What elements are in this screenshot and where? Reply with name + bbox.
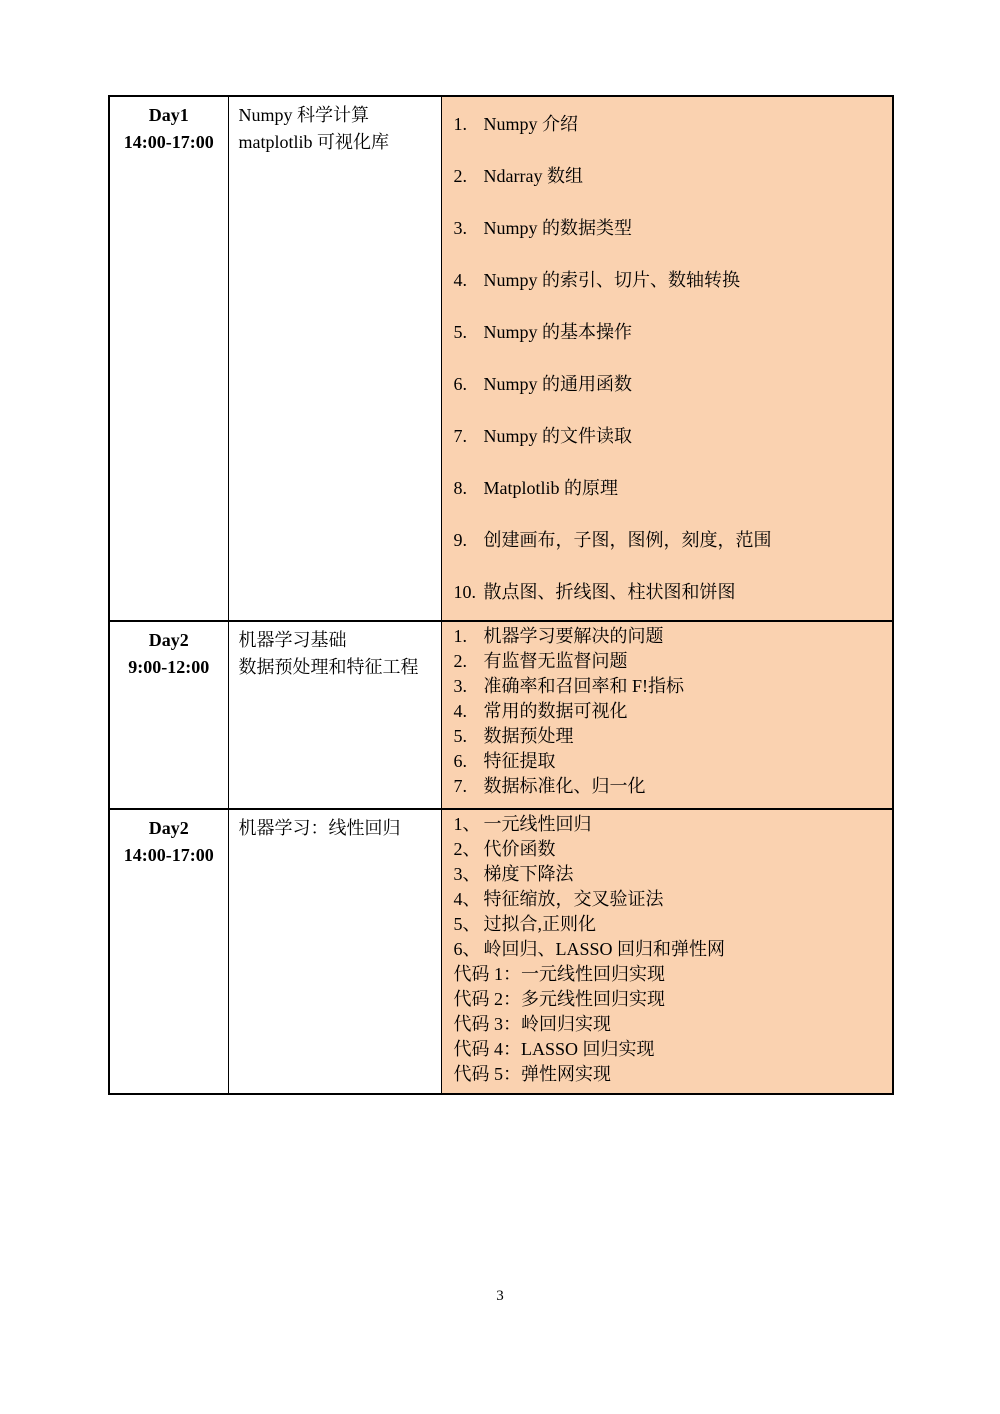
topic-line: 数据预处理和特征工程 (238, 657, 419, 677)
table-row (109, 621, 893, 809)
item-number: 2. (453, 651, 467, 671)
table-row (109, 96, 893, 621)
item-text: 准确率和召回率和 F!指标 (483, 676, 685, 696)
item-number: 4. (453, 701, 467, 721)
outline-item (454, 962, 885, 987)
outline-item (454, 724, 885, 749)
topic-line: 机器学习基础 (238, 630, 347, 650)
outline-item (454, 1037, 885, 1062)
day-label: Day2 (148, 818, 189, 838)
outline-item (454, 649, 885, 674)
day-label: Day1 (148, 105, 189, 125)
cell-topic (228, 621, 441, 809)
outline-item (454, 862, 885, 887)
outline-item (454, 475, 885, 501)
item-text: 岭回归、LASSO 回归和弹性网 (483, 939, 726, 959)
outline-item (454, 527, 885, 553)
cell-outline (441, 621, 893, 809)
item-text: 梯度下降法 (483, 864, 574, 884)
item-number: 5、 (453, 914, 481, 934)
item-text: 机器学习要解决的问题 (483, 626, 664, 646)
outline-item (454, 267, 885, 293)
cell-topic (228, 809, 441, 1094)
item-number: 5. (453, 322, 467, 342)
schedule-table (108, 95, 894, 1095)
item-text: 创建画布，子图，图例，刻度，范围 (483, 530, 772, 550)
item-number: 7. (453, 776, 467, 796)
outline-item (454, 812, 885, 837)
item-text: 代码 1：一元线性回归实现 (453, 964, 665, 984)
outline-item (454, 1012, 885, 1037)
item-number: 5. (453, 726, 467, 746)
item-number: 2. (453, 166, 467, 186)
item-text: 代价函数 (483, 839, 556, 859)
item-number: 3、 (453, 864, 481, 884)
cell-day-time (109, 96, 228, 621)
item-number: 1. (453, 114, 467, 134)
outline-item (454, 837, 885, 862)
outline-item (454, 674, 885, 699)
item-text: 过拟合,正则化 (483, 914, 596, 934)
outline-item (454, 887, 885, 912)
topic-line: matplotlib 可视化库 (238, 132, 389, 152)
cell-outline (441, 809, 893, 1094)
outline-item (454, 987, 885, 1012)
item-number: 1、 (453, 814, 481, 834)
item-text: Matplotlib 的原理 (483, 478, 618, 498)
item-text: 代码 3：岭回归实现 (453, 1014, 611, 1034)
cell-day-time (109, 621, 228, 809)
item-number: 6、 (453, 939, 481, 959)
time-label: 9:00-12:00 (128, 657, 210, 677)
outline-item (454, 1062, 885, 1087)
item-text: 代码 4：LASSO 回归实现 (453, 1039, 655, 1059)
item-number: 6. (453, 374, 467, 394)
item-text: 特征提取 (483, 751, 556, 771)
item-number: 9. (453, 530, 467, 550)
item-text: Numpy 的基本操作 (483, 322, 632, 342)
item-text: Numpy 的索引、切片、数轴转换 (483, 270, 740, 290)
table-row (109, 809, 893, 1094)
item-number: 3. (453, 218, 467, 238)
cell-outline (441, 96, 893, 621)
topic-line: Numpy 科学计算 (238, 105, 369, 125)
outline-item (454, 319, 885, 345)
item-text: Ndarray 数组 (483, 166, 583, 186)
item-text: 数据预处理 (483, 726, 574, 746)
cell-day-time (109, 809, 228, 1094)
item-text: 有监督无监督问题 (483, 651, 628, 671)
outline-item (454, 111, 885, 137)
item-number: 8. (453, 478, 467, 498)
topic-line: 机器学习：线性回归 (238, 818, 401, 838)
item-text: Numpy 的文件读取 (483, 426, 632, 446)
outline-item (454, 749, 885, 774)
item-number: 6. (453, 751, 467, 771)
outline-item (454, 912, 885, 937)
outline-item (454, 215, 885, 241)
item-number: 10. (453, 582, 476, 602)
outline-item (454, 423, 885, 449)
outline-item (454, 774, 885, 799)
item-text: 散点图、折线图、柱状图和饼图 (483, 582, 736, 602)
item-text: Numpy 的数据类型 (483, 218, 632, 238)
item-text: Numpy 介绍 (483, 114, 578, 134)
item-text: 代码 5：弹性网实现 (453, 1064, 611, 1084)
item-text: 特征缩放，交叉验证法 (483, 889, 664, 909)
time-label: 14:00-17:00 (123, 132, 214, 152)
item-number: 1. (453, 626, 467, 646)
item-text: 数据标准化、归一化 (483, 776, 646, 796)
outline-item (454, 371, 885, 397)
cell-topic (228, 96, 441, 621)
item-number: 4、 (453, 889, 481, 909)
page-number: 3 (496, 1288, 504, 1304)
item-number: 7. (453, 426, 467, 446)
item-text: 一元线性回归 (483, 814, 592, 834)
item-text: Numpy 的通用函数 (483, 374, 632, 394)
item-number: 4. (453, 270, 467, 290)
outline-item (454, 624, 885, 649)
outline-item (454, 699, 885, 724)
item-number: 3. (453, 676, 467, 696)
time-label: 14:00-17:00 (123, 845, 214, 865)
outline-item (454, 163, 885, 189)
item-text: 常用的数据可视化 (483, 701, 628, 721)
item-text: 代码 2：多元线性回归实现 (453, 989, 665, 1009)
day-label: Day2 (148, 630, 189, 650)
outline-item (454, 579, 885, 605)
item-number: 2、 (453, 839, 481, 859)
outline-item (454, 937, 885, 962)
